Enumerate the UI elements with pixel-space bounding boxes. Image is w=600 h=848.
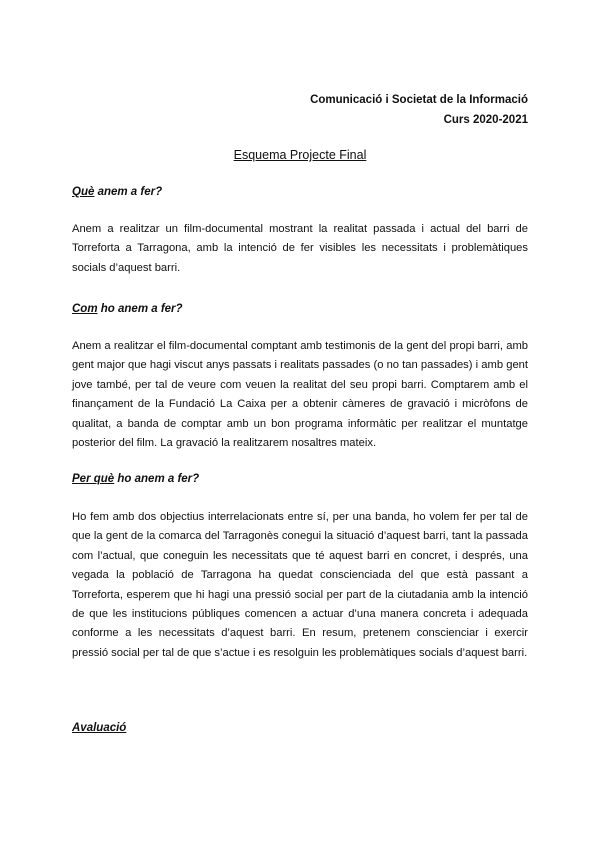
section-heading-text: ho anem a fer? [114, 473, 200, 485]
course-name: Comunicació i Societat de la Informació [310, 94, 528, 106]
section-heading-keyword: Com [72, 303, 98, 315]
section-body-per-que: Ho fem amb dos objectius interrelacionats entre sí, per una banda, ho volem fer per tal de que la gent de la comarca del Tarragonès conegui la situació d’aquest barri, tant la passada com l’actual, que coneguin les necessitats que té aquest barri en concret, i després, una vegada la població de Tarragona ha quedat conscienciada del que està passant a Torreforta, esperem que hi hagi una pressió social per part de la ciutadania amb la intenció de que les institucions públiques comencen a actuar d’una manera concreta i adequada conforme a les necessitats d’aquest barri. En resum, pretenem conscienciar i exercir pressió social per tal de que s’actue i es resolguin les problemàtiques socials d’aquest barri. [72, 511, 528, 659]
section-heading-que [72, 186, 162, 198]
section-heading-text: ho anem a fer? [97, 303, 183, 315]
section-body-com: Anem a realitzar el film-documental comptant amb testimonis de la gent del propi barri, amb gent major que hagi viscut anys passats i realitats passades (o no tan passades) i amb gent jove també, per tal de veure com veuen la realitat del seu propi barri. Comptarem amb el finançament de la Fundació La Caixa per a obtenir càmeres de gravació i micròfons de qualitat, a banda de comptar amb un bon programa informàtic per realitzar el muntatge posterior del film. La gravació la realitzarem nosaltres mateix. [72, 340, 528, 450]
section-heading-keyword: Per què [72, 473, 115, 485]
section-heading-avaluacio [72, 722, 126, 734]
section-heading-per-que [72, 473, 199, 485]
section-heading-com [72, 303, 183, 315]
section-body-que: Anem a realitzar un film-documental mostrant la realitat passada i actual del barri de Torreforta a Tarragona, amb la intenció de fer visibles les necessitats i problemàtiques socials d’aquest barri. [72, 223, 528, 274]
section-heading-keyword: Què [72, 186, 95, 198]
course-year: Curs 2020-2021 [443, 114, 528, 126]
document-header [310, 90, 528, 130]
section-heading-keyword: Avaluació [72, 722, 127, 734]
section-heading-text: anem a fer? [94, 186, 163, 198]
document-title: Esquema Projecte Final [233, 148, 367, 162]
